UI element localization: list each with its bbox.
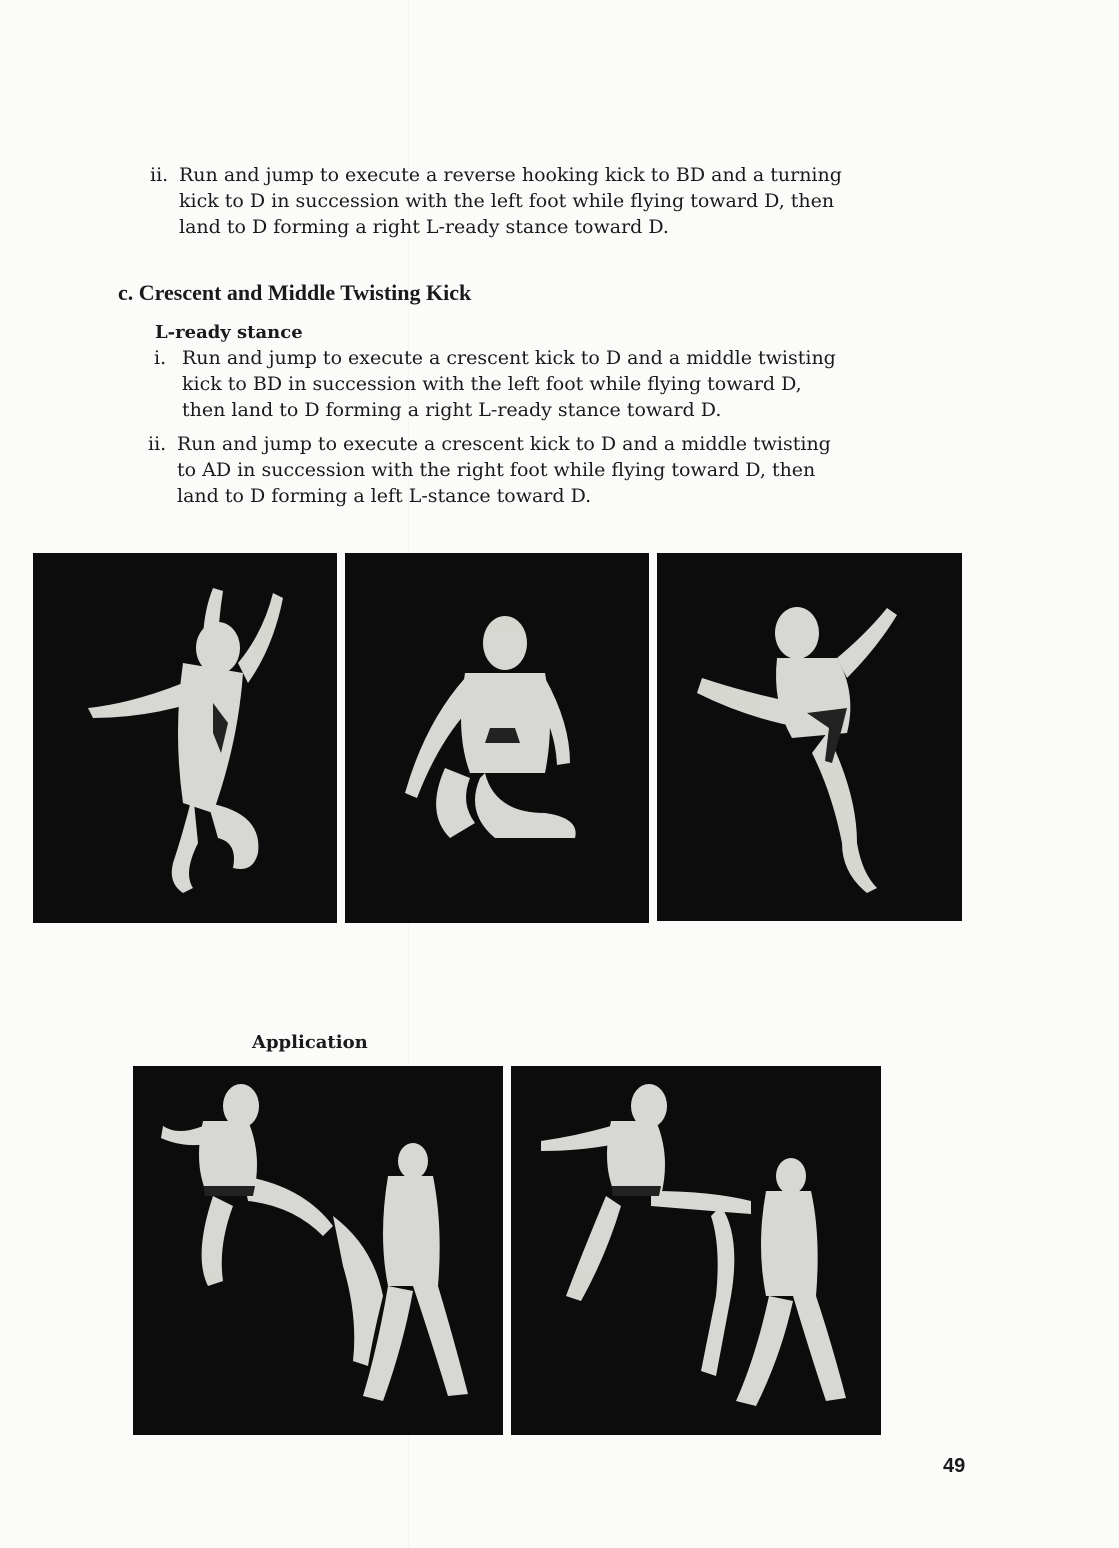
text-line: kick to BD in succession with the left foot while flying toward D, [182, 373, 802, 395]
application-caption: Application [252, 1032, 368, 1053]
section-heading: c. Crescent and Middle Twisting Kick [118, 280, 472, 305]
text-line: then land to D forming a right L-ready stance toward D. [182, 399, 722, 421]
figures-silhouette [511, 1066, 881, 1435]
text-line: land to D forming a right L-ready stance toward D. [179, 216, 669, 238]
figure-silhouette [33, 553, 337, 923]
section-c-item-ii [148, 431, 918, 509]
text-line: Run and jump to execute a reverse hooking kick to BD and a turning [179, 164, 842, 186]
text-line: kick to D in succession with the left foot while flying toward D, then [179, 190, 835, 212]
item-marker: i. [154, 347, 167, 369]
stance-subheading: L-ready stance [155, 322, 303, 343]
figures-silhouette [133, 1066, 503, 1435]
application-photo-1 [133, 1066, 503, 1435]
jump-photo-3 [657, 553, 962, 921]
item-marker: ii. [150, 164, 169, 186]
text-line: Run and jump to execute a crescent kick to D and a middle twisting [182, 347, 836, 369]
figure-silhouette [345, 553, 649, 923]
jump-photo-2 [345, 553, 649, 923]
page-number: 49 [943, 1455, 966, 1477]
application-photo-2 [511, 1066, 881, 1435]
text-line: Run and jump to execute a crescent kick to D and a middle twisting [177, 433, 831, 455]
section-b-item-ii [150, 162, 910, 240]
jump-photo-1 [33, 553, 337, 923]
text-line: land to D forming a left L-stance toward D. [177, 485, 592, 507]
figure-silhouette [657, 553, 962, 921]
section-c-item-i [154, 345, 914, 423]
text-line: to AD in succession with the right foot while flying toward D, then [177, 459, 816, 481]
item-marker: ii. [148, 433, 167, 455]
